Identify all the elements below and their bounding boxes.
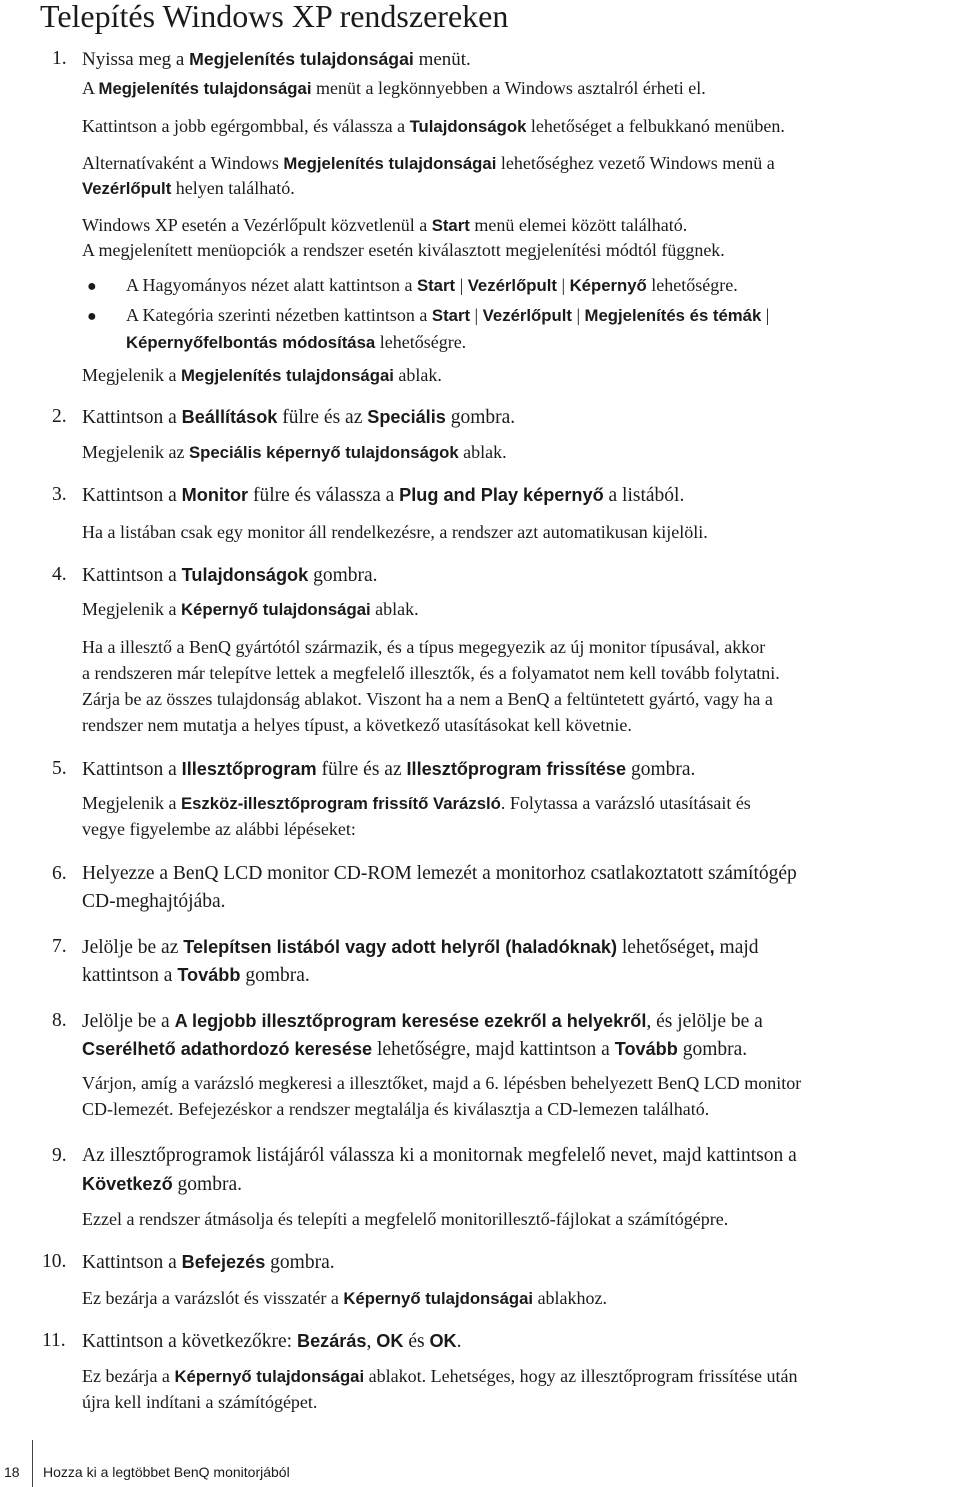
step-4-text: Kattintson a Tulajdonságok gombra. — [82, 565, 378, 586]
step-3-text: Kattintson a Monitor fülre és válassza a Plug and Play képernyő a listából. — [82, 485, 685, 506]
step-5-line: vegye figyelembe az alábbi lépéseket: — [82, 819, 356, 839]
step-7-text: Jelölje be az Telepítsen listából vagy adott helyről (haladóknak) lehetőséget, majd — [82, 937, 759, 958]
step-1-line: Alternatívaként a Windows Megjelenítés tulajdonságai lehetőséghez vezető Windows menü a — [82, 153, 775, 173]
step-number: 7. — [52, 936, 67, 957]
bullet-item: A Hagyományos nézet alatt kattintson a Start | Vezérlőpult | Képernyő lehetőségre. — [126, 275, 738, 295]
step-8-text: Cserélhető adathordozó keresése lehetőségre, majd kattintson a Tovább gombra. — [82, 1039, 748, 1060]
step-1-line: Kattintson a jobb egérgombbal, és válassza a Tulajdonságok lehetőséget a felbukkanó menüben. — [82, 116, 785, 136]
step-number: 8. — [52, 1010, 67, 1031]
step-number: 2. — [52, 406, 67, 427]
step-10-line: Ez bezárja a varázslót és visszatér a Képernyő tulajdonságai ablakhoz. — [82, 1288, 608, 1308]
paragraph-line: Zárja be az összes tulajdonság ablakot. Viszont ha a nem a BenQ a feltüntetett gyártó, vagy ha a — [82, 689, 773, 709]
step-2-text: Kattintson a Beállítások fülre és az Speciális gombra. — [82, 407, 516, 428]
step-8-text: Jelölje be a A legjobb illesztőprogram keresése ezekről a helyekről, és jelölje be a — [82, 1011, 763, 1032]
page-number: 18 — [4, 1464, 20, 1480]
step-11-line: Ez bezárja a Képernyő tulajdonságai ablakot. Lehetséges, hogy az illesztőprogram frissítése után — [82, 1366, 798, 1386]
step-6-text: Helyezze a BenQ LCD monitor CD-ROM lemezét a monitorhoz csatlakoztatott számítógép — [82, 863, 797, 884]
step-11-line: újra kell indítani a számítógépet. — [82, 1392, 318, 1412]
step-8-line: Várjon, amíg a varázsló megkeresi a illesztőket, majd a 6. lépésben behelyezett BenQ LCD monitor — [82, 1073, 802, 1093]
step-2-line: Megjelenik az Speciális képernyő tulajdonságok ablak. — [82, 442, 507, 462]
paragraph-line: Ha a illesztő a BenQ gyártótól származik, és a típus megegyezik az új monitor típusával, akkor — [82, 637, 766, 657]
step-9-text: Következő gombra. — [82, 1174, 242, 1195]
footer-divider — [32, 1440, 33, 1487]
step-number: 4. — [52, 564, 67, 585]
step-number: 5. — [52, 758, 67, 779]
bullet-item: A Kategória szerinti nézetben kattintson a Start | Vezérlőpult | Megjelenítés és témák | — [126, 305, 770, 325]
bullet-icon: ● — [87, 278, 97, 295]
step-7-text: kattintson a Tovább gombra. — [82, 965, 310, 986]
step-1-line: Megjelenik a Megjelenítés tulajdonságai ablak. — [82, 365, 442, 385]
step-number: 6. — [52, 863, 67, 884]
step-number: 9. — [52, 1145, 67, 1166]
step-1-line: A Megjelenítés tulajdonságai menüt a legkönnyebben a Windows asztalról érheti el. — [82, 78, 706, 98]
step-9-text: Az illesztőprogramok listájáról válassza ki a monitornak megfelelő nevet, majd kattintson a — [82, 1145, 797, 1166]
step-5-text: Kattintson a Illesztőprogram fülre és az Illesztőprogram frissítése gombra. — [82, 759, 696, 780]
step-number: 3. — [52, 484, 67, 505]
bullet-item-cont: Képernyőfelbontás módosítása lehetőségre. — [126, 332, 467, 352]
bullet-icon: ● — [87, 308, 97, 325]
step-4-line: Megjelenik a Képernyő tulajdonságai ablak. — [82, 599, 419, 619]
step-5-line: Megjelenik a Eszköz-illesztőprogram frissítő Varázsló. Folytassa a varázsló utasításait és — [82, 793, 751, 813]
paragraph-line: a rendszeren már telepítve lettek a megfelelő illesztők, és a folyamatot nem kell tovább folytatni. — [82, 663, 780, 683]
step-11-text: Kattintson a következőkre: Bezárás, OK és OK. — [82, 1331, 462, 1352]
step-1-line: Vezérlőpult helyen található. — [82, 178, 295, 198]
step-1-line: Windows XP esetén a Vezérlőpult közvetlenül a Start menü elemei között található. — [82, 215, 688, 235]
step-number: 11. — [42, 1330, 66, 1351]
footer-text: Hozza ki a legtöbbet BenQ monitorjából — [43, 1464, 290, 1480]
step-3-line: Ha a listában csak egy monitor áll rendelkezésre, a rendszer azt automatikusan kijelöli. — [82, 522, 708, 542]
paragraph-line: rendszer nem mutatja a helyes típust, a következő utasításokat kell követnie. — [82, 715, 632, 735]
step-8-line: CD-lemezét. Befejezéskor a rendszer megtalálja és kiválasztja a CD-lemezen található. — [82, 1099, 710, 1119]
step-number: 1. — [52, 48, 67, 69]
page-title: Telepítés Windows XP rendszereken — [40, 0, 509, 34]
step-6-text: CD-meghajtójába. — [82, 891, 226, 912]
step-number: 10. — [42, 1251, 67, 1272]
step-1-line: A megjelenített menüopciók a rendszer esetén kiválasztott megjelenítési módtól függnek. — [82, 240, 725, 260]
step-9-line: Ezzel a rendszer átmásolja és telepíti a megfelelő monitorillesztő-fájlokat a számítógépre. — [82, 1209, 729, 1229]
step-10-text: Kattintson a Befejezés gombra. — [82, 1252, 335, 1273]
step-1-text: Nyissa meg a Megjelenítés tulajdonságai menüt. — [82, 49, 471, 70]
